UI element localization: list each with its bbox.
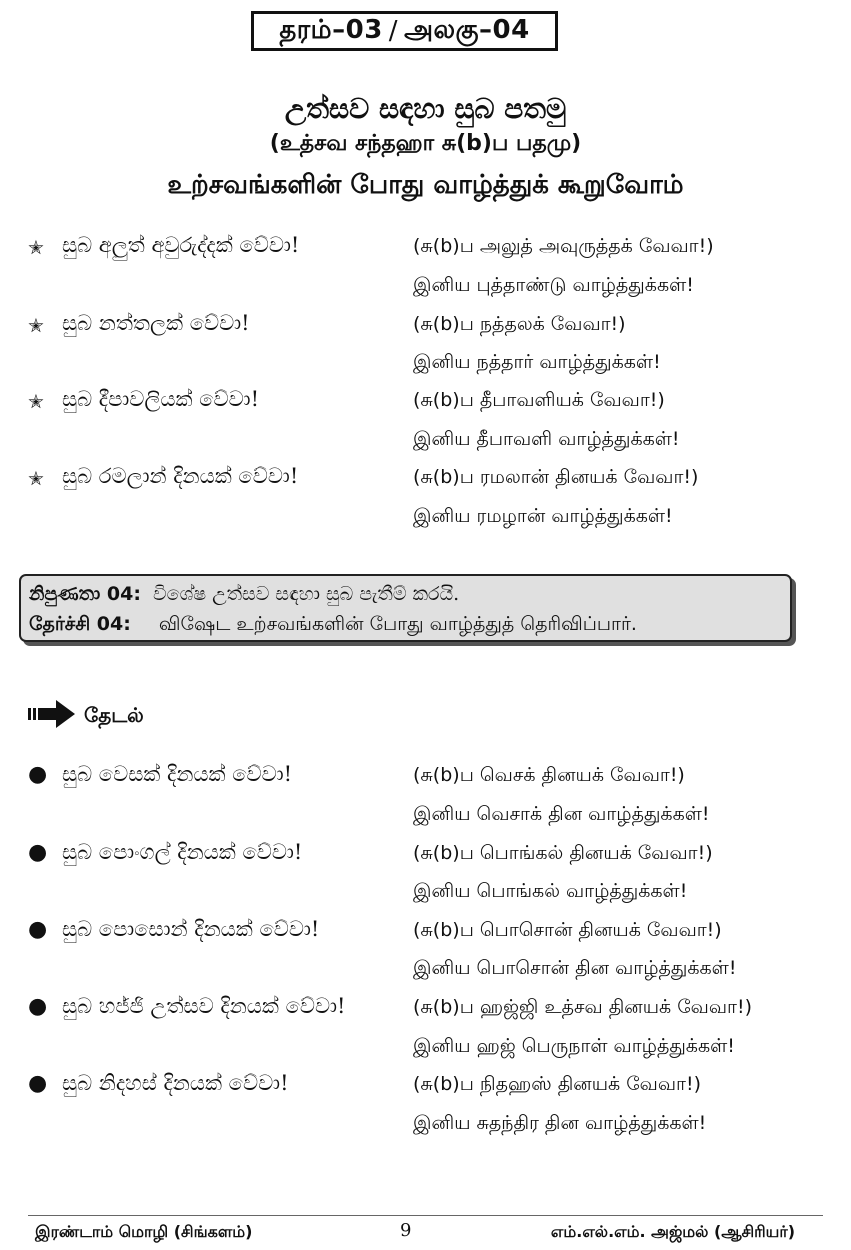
competency-tamil-text: விஷேட உற்சவங்களின் போது வாழ்த்துத் தெரிவிப்பார்.	[158, 613, 637, 635]
greeting-translation-row	[0, 349, 851, 389]
greeting-sinhala: සුබ දීපාවලියක් වේවා!	[62, 387, 260, 411]
search-item-transliteration: (சு(b)ப பொசொன் தினயக் வேவா!)	[413, 919, 722, 941]
competency-sinhala-label: නිපුණතා 04:	[29, 583, 141, 605]
search-item-sinhala: සුබ වෙසක් දිනයක් වේවා!	[62, 762, 293, 786]
greeting-transliteration: (சு(b)ப ரமலான் தினயக் வேவா!)	[413, 466, 699, 488]
search-item-tamil: இனிய வெசாக் தின வாழ்த்துக்கள்!	[413, 803, 710, 825]
grade-unit-box	[251, 11, 558, 51]
greeting-sinhala: සුබ නත්තලක් වේවා!	[62, 311, 250, 335]
greeting-tamil: இனிய ரமழான் வாழ்த்துக்கள்!	[413, 505, 673, 527]
footer-subject: இரண்டாம் மொழி (சிங்களம்)	[35, 1222, 253, 1241]
star-bullet-icon: ✭	[28, 468, 44, 490]
star-bullet-icon: ✭	[28, 237, 44, 259]
search-item-transliteration: (சு(b)ப பொங்கல் தினயக் வேவா!)	[413, 842, 713, 864]
bullet-icon: ●	[28, 1071, 48, 1096]
footer-divider	[28, 1215, 823, 1216]
star-bullet-icon: ✭	[28, 391, 44, 413]
greeting-tamil: இனிய நத்தார் வாழ்த்துக்கள்!	[413, 351, 661, 373]
greeting-transliteration: (சு(b)ப தீபாவளியக் வேவா!)	[413, 389, 665, 411]
title-tamil: உற்சவங்களின் போது வாழ்த்துக் கூறுவோம்	[167, 170, 684, 200]
search-item-sinhala: සුබ හජ්ජි උත්සව දිනයක් වේවා!	[62, 994, 346, 1018]
search-item-translation-row	[0, 955, 851, 995]
greeting-tamil: இனிய புத்தாண்டு வாழ்த்துக்கள்!	[413, 274, 694, 296]
search-item-transliteration: (சு(b)ப வெசக் தினயக் வேவா!)	[413, 764, 685, 786]
greeting-row	[0, 387, 851, 427]
search-item-row	[0, 1071, 851, 1111]
greeting-sinhala: සුබ අලුත් අවුරුද්දක් වේවා!	[62, 233, 300, 257]
bullet-icon: ●	[28, 917, 48, 942]
search-item-transliteration: (சு(b)ப ஹஜ்ஜி உத்சவ தினயக் வேவா!)	[413, 996, 753, 1018]
search-heading	[28, 700, 144, 732]
search-item-translation-row	[0, 1033, 851, 1073]
search-item-sinhala: සුබ නිදහස් දිනයක් වේවා!	[62, 1071, 289, 1095]
search-item-sinhala: සුබ පොංගල් දිනයක් වේවා!	[62, 840, 303, 864]
competency-tamil-label: தேர்ச்சி 04:	[29, 613, 131, 635]
greeting-translation-row	[0, 272, 851, 312]
greeting-transliteration: (சு(b)ப நத்தலக் வேவா!)	[413, 313, 626, 335]
title-sinhala: උත්සව සඳහා සුබ පතමු	[284, 92, 567, 125]
footer-author: எம்.எல்.எம். அஜ்மல் (ஆசிரியர்)	[550, 1222, 795, 1241]
search-item-transliteration: (சு(b)ப நிதஹஸ் தினயக் வேவா!)	[413, 1073, 702, 1095]
bullet-icon: ●	[28, 762, 48, 787]
competency-tamil	[29, 613, 637, 638]
separator-slash: /	[388, 16, 399, 46]
competency-sinhala-text: විශේෂ උත්සව සඳහා සුබ පැතීම් කරයි.	[153, 583, 460, 605]
greeting-transliteration: (சு(b)ப அலுத் அவுருத்தக் வேவா!)	[413, 235, 714, 257]
search-item-row	[0, 762, 851, 802]
title-transliteration: (உத்சவ சந்தஹா சு(b)ப பதமு)	[269, 131, 582, 156]
greeting-tamil: இனிய தீபாவளி வாழ்த்துக்கள்!	[413, 428, 680, 450]
arrow-right-icon	[28, 699, 76, 733]
grade-label: தரம்–03	[279, 14, 383, 45]
search-item-translation-row	[0, 1110, 851, 1150]
star-bullet-icon: ✭	[28, 315, 44, 337]
greeting-row	[0, 311, 851, 351]
search-item-tamil: இனிய பொங்கல் வாழ்த்துக்கள்!	[413, 880, 688, 902]
search-item-row	[0, 917, 851, 957]
greeting-translation-row	[0, 426, 851, 466]
page-number: 9	[400, 1220, 412, 1241]
search-item-sinhala: සුබ පොසොන් දිනයක් වේවා!	[62, 917, 320, 941]
search-item-tamil: இனிய சுதந்திர தின வாழ்த்துக்கள்!	[413, 1112, 707, 1134]
search-item-tamil: இனிய பொசொன் தின வாழ்த்துக்கள்!	[413, 957, 737, 979]
bullet-icon: ●	[28, 840, 48, 865]
search-item-row	[0, 994, 851, 1034]
search-item-translation-row	[0, 878, 851, 918]
search-item-translation-row	[0, 801, 851, 841]
greeting-translation-row	[0, 503, 851, 543]
greeting-row	[0, 233, 851, 273]
greeting-sinhala: සුබ රමලාන් දිනයක් වේවා!	[62, 464, 299, 488]
unit-label: அலகு–04	[404, 14, 530, 45]
bullet-icon: ●	[28, 994, 48, 1019]
competency-sinhala	[29, 583, 459, 605]
search-item-row	[0, 840, 851, 880]
competency-box	[19, 574, 792, 642]
greeting-row	[0, 464, 851, 504]
search-label: தேடல்	[84, 702, 144, 727]
search-item-tamil: இனிய ஹஜ் பெருநாள் வாழ்த்துக்கள்!	[413, 1035, 735, 1057]
